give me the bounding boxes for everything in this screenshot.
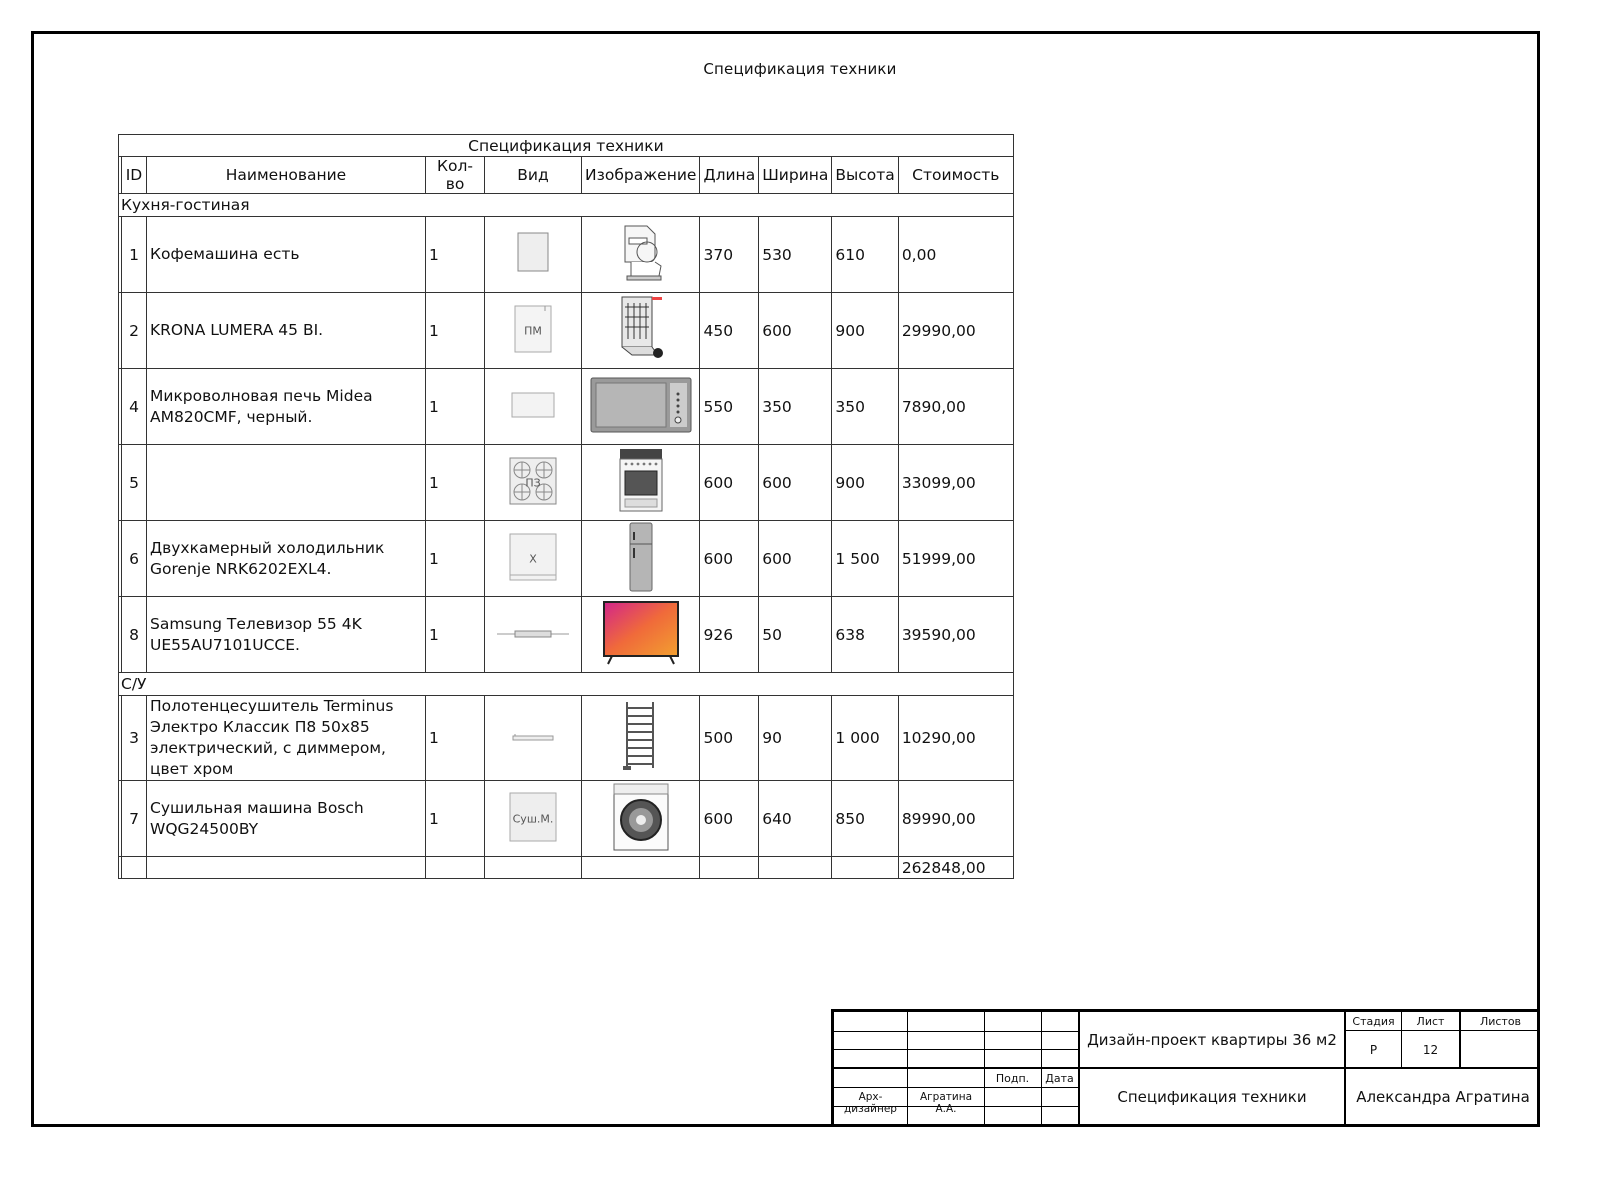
spec-table bbox=[118, 134, 1014, 879]
table-row bbox=[119, 597, 1014, 673]
cell-length: 600 bbox=[700, 445, 759, 521]
cell-view bbox=[485, 369, 582, 445]
cell-name: Микроволновая печь Midea AM820CMF, черный. bbox=[147, 369, 426, 445]
table-row bbox=[119, 217, 1014, 293]
table-row bbox=[119, 781, 1014, 857]
cell-image bbox=[582, 445, 700, 521]
cell-qty: 1 bbox=[426, 696, 485, 781]
cell-width: 530 bbox=[759, 217, 832, 293]
cell-view bbox=[485, 696, 582, 781]
sign-label: Подп. bbox=[995, 1072, 1030, 1085]
cell-cost: 51999,00 bbox=[898, 521, 1013, 597]
towel-rail-plan-icon bbox=[511, 729, 555, 747]
cell-width: 640 bbox=[759, 781, 832, 857]
cell-image bbox=[582, 521, 700, 597]
gas-stove-image bbox=[618, 447, 664, 519]
cell-view bbox=[485, 521, 582, 597]
cell-view bbox=[485, 597, 582, 673]
cell-length: 450 bbox=[700, 293, 759, 369]
group-name: Кухня-гостиная bbox=[119, 194, 1014, 217]
fridge-plan-icon bbox=[509, 533, 557, 585]
cell-length: 370 bbox=[700, 217, 759, 293]
header-id: ID bbox=[122, 157, 147, 194]
cell-height: 900 bbox=[832, 293, 898, 369]
cell-width: 90 bbox=[759, 696, 832, 781]
cell-id: 8 bbox=[122, 597, 147, 673]
cell-width: 600 bbox=[759, 293, 832, 369]
table-header-row bbox=[119, 157, 1014, 194]
cell-width: 600 bbox=[759, 445, 832, 521]
header-view: Вид bbox=[485, 157, 582, 194]
dishwasher-plan-icon bbox=[513, 304, 553, 358]
cell-qty: 1 bbox=[426, 597, 485, 673]
title-block bbox=[831, 1009, 1537, 1125]
sheet-number-label: Лист bbox=[1416, 1015, 1445, 1028]
cell-id: 6 bbox=[122, 521, 147, 597]
table-row bbox=[119, 521, 1014, 597]
towel-rail-image bbox=[621, 700, 661, 776]
tv-image bbox=[602, 600, 680, 670]
cell-image bbox=[582, 369, 700, 445]
cell-cost: 29990,00 bbox=[898, 293, 1013, 369]
total-empty-cell bbox=[582, 857, 700, 879]
cell-cost: 33099,00 bbox=[898, 445, 1013, 521]
cell-id: 1 bbox=[122, 217, 147, 293]
sheet-number-value: 12 bbox=[1422, 1043, 1439, 1057]
cell-length: 926 bbox=[700, 597, 759, 673]
sheet-name: Спецификация техники bbox=[1117, 1088, 1307, 1106]
cell-id: 5 bbox=[122, 445, 147, 521]
cell-qty: 1 bbox=[426, 369, 485, 445]
microwave-plan-icon bbox=[510, 389, 556, 425]
cell-length: 500 bbox=[700, 696, 759, 781]
cell-image bbox=[582, 597, 700, 673]
cell-cost: 0,00 bbox=[898, 217, 1013, 293]
stove-plan-icon bbox=[509, 457, 557, 509]
cell-cost: 39590,00 bbox=[898, 597, 1013, 673]
total-empty-cell bbox=[426, 857, 485, 879]
sheet-title: Спецификация техники bbox=[703, 60, 897, 78]
cell-width: 350 bbox=[759, 369, 832, 445]
cell-name: Полотенцесушитель Terminus Электро Классик П8 50x85 электрический, с диммером, цвет хром bbox=[147, 696, 426, 781]
table-caption: Спецификация техники bbox=[119, 135, 1014, 157]
total-empty-cell bbox=[832, 857, 898, 879]
person-name: Агратина А.А. bbox=[919, 1091, 973, 1115]
total-cost: 262848,00 bbox=[898, 857, 1013, 879]
total-empty-cell bbox=[147, 857, 426, 879]
coffee-machine-image bbox=[617, 222, 665, 288]
dryer-image bbox=[612, 782, 670, 856]
table-row bbox=[119, 696, 1014, 781]
header-image: Изображение bbox=[582, 157, 700, 194]
cell-length: 600 bbox=[700, 781, 759, 857]
cell-qty: 1 bbox=[426, 445, 485, 521]
cell-height: 850 bbox=[832, 781, 898, 857]
view-label: Суш.М. bbox=[512, 812, 554, 825]
cell-view bbox=[485, 217, 582, 293]
cell-id: 2 bbox=[122, 293, 147, 369]
group-row bbox=[119, 194, 1014, 217]
total-row bbox=[119, 857, 1014, 879]
cell-qty: 1 bbox=[426, 217, 485, 293]
microwave-image bbox=[590, 376, 692, 438]
stage-value: Р bbox=[1369, 1043, 1378, 1057]
group-row bbox=[119, 673, 1014, 696]
cell-cost: 89990,00 bbox=[898, 781, 1013, 857]
cell-length: 600 bbox=[700, 521, 759, 597]
header-length: Длина bbox=[700, 157, 759, 194]
table-row bbox=[119, 293, 1014, 369]
table-caption-row bbox=[119, 135, 1014, 157]
fridge-image bbox=[628, 522, 654, 596]
header-width: Ширина bbox=[759, 157, 832, 194]
tv-plan-icon bbox=[497, 626, 569, 644]
project-title: Дизайн-проект квартиры 36 м2 bbox=[1087, 1031, 1337, 1049]
cell-image bbox=[582, 217, 700, 293]
sheets-count-label: Листов bbox=[1479, 1015, 1522, 1028]
cell-image bbox=[582, 293, 700, 369]
total-empty-cell bbox=[700, 857, 759, 879]
total-empty-cell bbox=[759, 857, 832, 879]
cell-qty: 1 bbox=[426, 293, 485, 369]
dryer-plan-icon bbox=[509, 792, 557, 846]
cell-cost: 10290,00 bbox=[898, 696, 1013, 781]
cell-id: 7 bbox=[122, 781, 147, 857]
cell-width: 50 bbox=[759, 597, 832, 673]
header-cost: Стоимость bbox=[898, 157, 1013, 194]
view-label: X bbox=[529, 552, 537, 565]
date-label: Дата bbox=[1045, 1072, 1074, 1085]
header-name: Наименование bbox=[147, 157, 426, 194]
table-row bbox=[119, 445, 1014, 521]
cell-id: 3 bbox=[122, 696, 147, 781]
cell-image bbox=[582, 696, 700, 781]
cell-height: 638 bbox=[832, 597, 898, 673]
cell-name: Двухкамерный холодильник Gorenje NRK6202EXL4. bbox=[147, 521, 426, 597]
cell-name: Кофемашина есть bbox=[147, 217, 426, 293]
cell-qty: 1 bbox=[426, 521, 485, 597]
cell-name: Сушильная машина Bosch WQG24500BY bbox=[147, 781, 426, 857]
cell-height: 610 bbox=[832, 217, 898, 293]
table-row bbox=[119, 369, 1014, 445]
cell-id: 4 bbox=[122, 369, 147, 445]
cell-view bbox=[485, 445, 582, 521]
cell-height: 1 000 bbox=[832, 696, 898, 781]
cell-width: 600 bbox=[759, 521, 832, 597]
cell-view bbox=[485, 781, 582, 857]
cell-qty: 1 bbox=[426, 781, 485, 857]
cell-height: 900 bbox=[832, 445, 898, 521]
coffee-machine-plan-icon bbox=[516, 231, 550, 279]
cell-cost: 7890,00 bbox=[898, 369, 1013, 445]
header-height: Высота bbox=[832, 157, 898, 194]
cell-name: Samsung Телевизор 55 4K UE55AU7101UCCE. bbox=[147, 597, 426, 673]
cell-name: KRONA LUMERA 45 BI. bbox=[147, 293, 426, 369]
cell-height: 1 500 bbox=[832, 521, 898, 597]
view-label: ПМ bbox=[524, 324, 542, 337]
cell-name bbox=[147, 445, 426, 521]
cell-image bbox=[582, 781, 700, 857]
header-qty: Кол-во bbox=[426, 157, 485, 194]
cell-height: 350 bbox=[832, 369, 898, 445]
author-name: Александра Агратина bbox=[1356, 1088, 1530, 1106]
role-label: Арх-дизайнер bbox=[844, 1091, 897, 1115]
total-empty-cell bbox=[122, 857, 147, 879]
stage-label: Стадия bbox=[1352, 1015, 1395, 1028]
dishwasher-image bbox=[616, 295, 666, 367]
cell-length: 550 bbox=[700, 369, 759, 445]
view-label: ПЗ bbox=[525, 476, 541, 489]
total-empty-cell bbox=[485, 857, 582, 879]
group-name: С/У bbox=[119, 673, 1014, 696]
cell-view bbox=[485, 293, 582, 369]
